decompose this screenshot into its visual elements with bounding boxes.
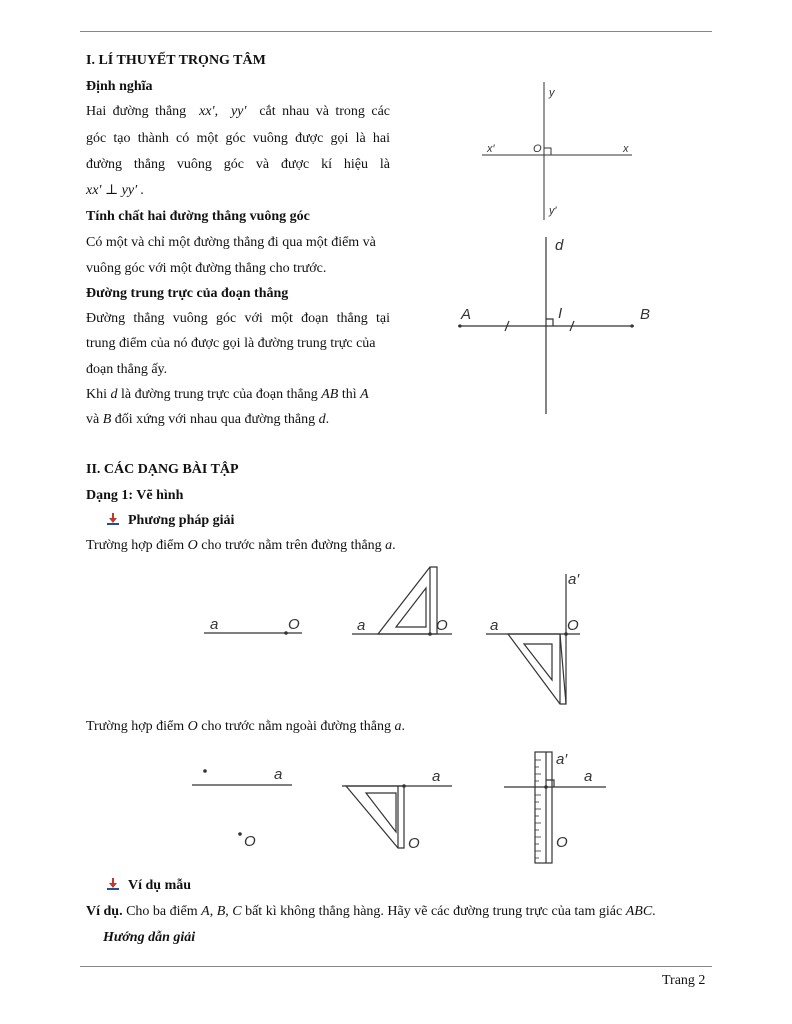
definition-line-3: đường thẳng vuông góc và được kí hiệu là <box>86 157 390 172</box>
row2-a3p: a′ <box>556 751 568 768</box>
definition-line-2: góc tạo thành có một góc vuông được gọi là hai <box>86 131 390 146</box>
d-label: d <box>555 237 564 254</box>
definition-notation: xx′ ⊥ yy′ . <box>86 183 145 198</box>
midline-line-5: và B đối xứng với nhau qua đường thẳng d. <box>86 412 330 427</box>
definition-line-1: Hai đường thẳng xx′, yy′ cắt nhau và trong các <box>86 104 390 119</box>
b-point-label: B <box>640 306 651 323</box>
property-title: Tính chất hai đường thẳng vuông góc <box>86 209 310 224</box>
row1-a1: a <box>210 616 219 633</box>
midline-line-2: trung điểm của nó được gọi là đường trung trực của <box>86 336 376 351</box>
footer-rule <box>80 966 712 967</box>
section2-heading: II. CÁC DẠNG BÀI TẬP <box>86 462 239 477</box>
property-line-2: vuông góc với một đường thẳng cho trước. <box>86 261 327 276</box>
row1-o3: O <box>567 617 579 634</box>
x-prime-label: x′ <box>487 143 495 155</box>
row2-a3: a <box>584 768 593 785</box>
guide-title: Hướng dẫn giải <box>103 930 196 945</box>
midline-title: Đường trung trực của đoạn thẳng <box>86 286 289 301</box>
page-number: Trang 2 <box>662 973 706 988</box>
row2-o1: O <box>244 833 256 850</box>
midline-line-4: Khi d là đường trung trực của đoạn thẳng AB thì A <box>86 387 369 402</box>
row2-a2: a <box>432 768 441 785</box>
row1-a3p: a′ <box>568 571 580 588</box>
case1-text: Trường hợp điểm O cho trước nằm trên đường thẳng a. <box>86 538 396 553</box>
i-point-label: I <box>558 305 563 322</box>
example-question: Ví dụ. Cho ba điểm A, B, C bất kì không thẳng hàng. Hãy vẽ các đường trung trực của tam giác ABC. <box>86 904 656 919</box>
method-title: Phương pháp giải <box>106 512 234 530</box>
property-line-1: Có một và chỉ một đường thẳng đi qua một điểm và <box>86 235 376 250</box>
x-label: x <box>623 143 629 155</box>
arrow-bullet-icon <box>106 877 120 891</box>
case2-text: Trường hợp điểm O cho trước nằm ngoài đường thẳng a. <box>86 719 406 734</box>
o-label: O <box>533 143 542 155</box>
section1-heading: I. LÍ THUYẾT TRỌNG TÂM <box>86 53 266 68</box>
y-label: y <box>549 87 555 99</box>
row1-a3: a <box>490 617 499 634</box>
row2-a1: a <box>274 766 283 783</box>
midline-line-1: Đường thẳng vuông góc với một đoạn thẳng tại <box>86 311 390 326</box>
a-point-label: A <box>461 306 472 323</box>
row2-o3: O <box>556 834 568 851</box>
row1-o2: O <box>436 617 448 634</box>
row2-o2: O <box>408 835 420 852</box>
row1-a2: a <box>357 617 366 634</box>
midline-line-3: đoạn thẳng ấy. <box>86 362 168 377</box>
example-title: Ví dụ mẫu <box>106 877 191 895</box>
definition-title: Định nghĩa <box>86 79 153 94</box>
y-prime-label: y′ <box>549 205 557 217</box>
row1-o1: O <box>288 616 300 633</box>
type1-title: Dạng 1: Vẽ hình <box>86 488 184 503</box>
